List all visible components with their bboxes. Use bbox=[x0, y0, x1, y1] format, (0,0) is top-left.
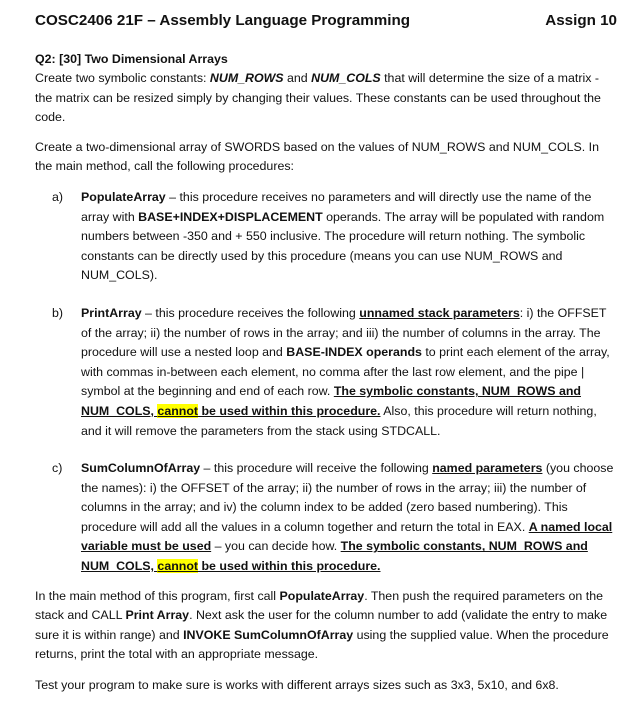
proc-name-print: PrintArray bbox=[81, 305, 142, 320]
highlight-cannot: cannot bbox=[157, 559, 199, 574]
document-page bbox=[35, 10, 617, 696]
list-item-print-array: b) PrintArray – this procedure receives the following unnamed stack parameters: i) the OFFSET of the array; ii) the number of rows in the array; and iii) the number of columns in the array. The procedure will use a nested loop and BASE-INDEX operands to print each element of the array, with commas in-between each element, no comma after the last row element, and the pipe | symbol at the beginning and end of each row. The symbolic constants, NUM_ROWS and NUM_COLS, cannot be used within this procedure. Also, this procedure will return nothing, and it will remove the parameters from the stack using STDCALL. bbox=[52, 305, 610, 438]
procedure-list bbox=[35, 188, 617, 577]
test-paragraph: Test your program to make sure is works with different arrays sizes such as 3x3, 5x10, and 6x8. bbox=[35, 678, 559, 693]
page-header bbox=[35, 10, 617, 32]
assignment-label: Assign 10 bbox=[545, 12, 617, 29]
list-item-populate-array: a) PopulateArray – this procedure receives no parameters and will directly use the name of the array with BASE+INDEX+DISPLACEMENT operands. The array will be populated with random numbers between -350 and + 550 inclusive. The procedure will return nothing. The symbolic constants can be directly used by this procedure (means you can use NUM_ROWS and NUM_COLS). bbox=[52, 189, 605, 283]
course-title: COSC2406 21F – Assembly Language Programming bbox=[35, 12, 411, 29]
proc-name-sum: SumColumnOfArray bbox=[81, 461, 201, 476]
closing-paragraph: In the main method of this program, first call PopulateArray. Then push the required parameters on the stack and CALL Print Array. Next ask the user for the column number to add (validate the entry to make sure it is within range) and INVOKE SumColumnOfArray using the supplied value. When the procedure returns, print the total with an appropriate message. bbox=[35, 588, 609, 662]
intro-paragraph: Create two symbolic constants: NUM_ROWS and NUM_COLS that will determine the size of a matrix - the matrix can be resized simply by changing their values. These constants can be used throughout the code. bbox=[35, 71, 601, 125]
main-paragraph: Create a two-dimensional array of SWORDS based on the values of NUM_ROWS and NUM_COLS. In the main method, call the following procedures: bbox=[35, 139, 599, 174]
constant-num-rows: NUM_ROWS bbox=[209, 71, 284, 85]
question-title: Q2: [30] Two Dimensional Arrays bbox=[35, 52, 228, 66]
proc-name-populate: PopulateArray bbox=[81, 189, 166, 204]
highlight-cannot: cannot bbox=[157, 403, 199, 418]
list-item-sum-column: c) SumColumnOfArray – this procedure will receive the following named parameters (you choose the names): i) the OFFSET of the array; ii) the number of rows in the array; iii) the number of columns in the array; and iv) the column index to be added (zero based numbering). This procedure will add all the values in a column together and return the total in EAX. A named local variable must be used – you can decide how. The symbolic constants, NUM_ROWS and NUM_COLS, cannot be used within this procedure. bbox=[52, 461, 614, 574]
constant-num-cols: NUM_COLS bbox=[311, 71, 381, 85]
